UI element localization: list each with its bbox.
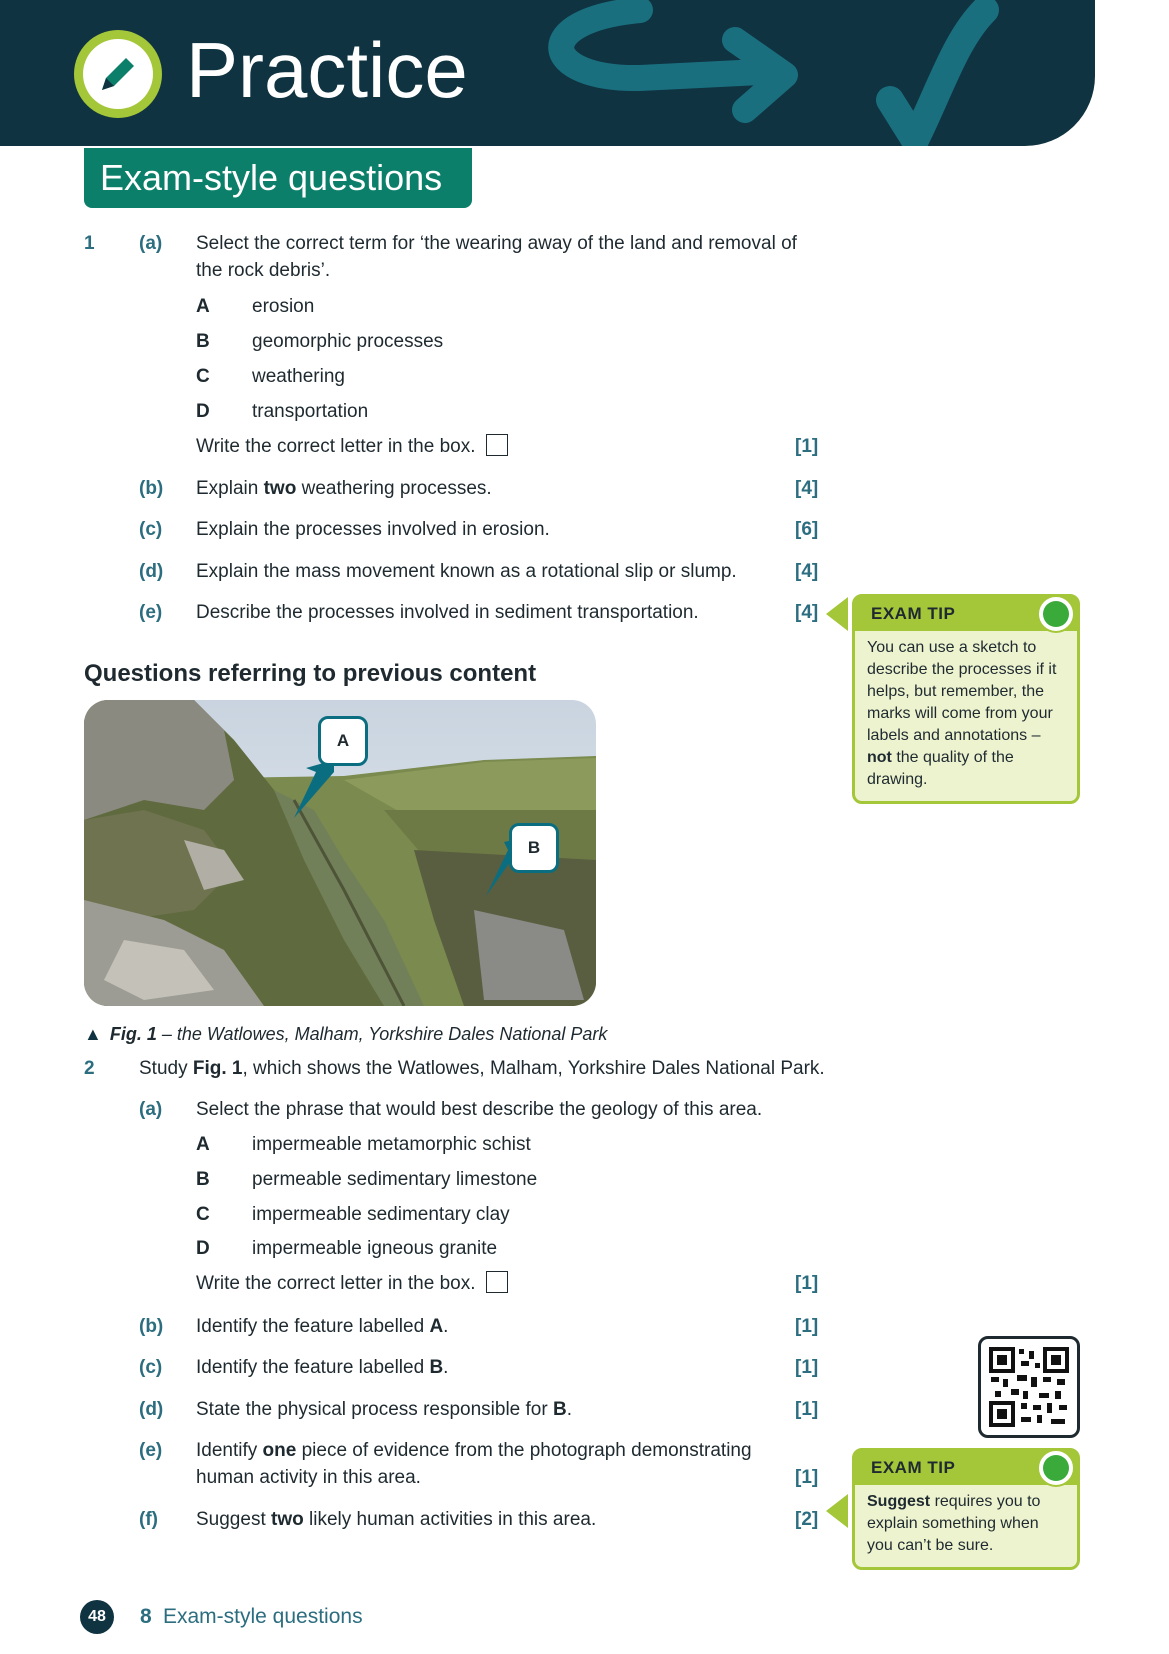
option-text: impermeable igneous granite	[252, 1238, 498, 1259]
marks: [1]	[795, 1273, 819, 1294]
option-letter: D	[196, 401, 210, 422]
question-text: Identify the feature labelled B.	[196, 1357, 449, 1378]
target-icon	[1037, 1449, 1075, 1487]
tip-arrow	[826, 1494, 848, 1528]
tip-text: You can use a sketch to describe the processes if it helps, but remember, the marks will come from your labels and annotations – not the quality of the drawing.	[867, 639, 1057, 788]
tip-arrow	[826, 597, 848, 631]
marks: [2]	[795, 1509, 819, 1530]
question-number: 2	[84, 1058, 95, 1079]
option-letter: B	[196, 331, 210, 352]
marks: [1]	[795, 1357, 819, 1378]
option-text: weathering	[252, 366, 345, 387]
pencil-icon	[74, 30, 162, 118]
part-label: (b)	[139, 1316, 164, 1337]
option-letter: D	[196, 1238, 210, 1259]
section-subheading: Questions referring to previous content	[84, 660, 537, 687]
question-text: Describe the processes involved in sediment transportation.	[196, 602, 699, 623]
exam-tip	[852, 1448, 1080, 1570]
marks: [1]	[795, 1316, 819, 1337]
answer-instruction	[196, 1270, 508, 1297]
marks: [1]	[795, 436, 819, 457]
marks: [6]	[795, 519, 819, 540]
part-label: (f)	[139, 1509, 158, 1530]
option-text: geomorphic processes	[252, 331, 444, 352]
qr-code[interactable]	[978, 1336, 1080, 1438]
question-text: Explain the mass movement known as a rotational slip or slump.	[196, 561, 737, 582]
option-letter: C	[196, 1204, 210, 1225]
question-text: Explain the processes involved in erosion.	[196, 519, 550, 540]
marks: [1]	[795, 1399, 819, 1420]
option-text: erosion	[252, 296, 315, 317]
chapter-number: 8	[140, 1605, 152, 1628]
marks: [4]	[795, 561, 819, 582]
option-text: permeable sedimentary limestone	[252, 1169, 538, 1190]
part-label: (a)	[139, 233, 163, 254]
marks: [1]	[795, 1467, 819, 1488]
tip-heading: EXAM TIP	[855, 1451, 1077, 1485]
option-letter: A	[196, 296, 210, 317]
answer-box[interactable]	[486, 1271, 508, 1293]
section-title: Exam-style questions	[84, 148, 472, 208]
part-label: (d)	[139, 561, 164, 582]
question-text: Identify one piece of evidence from the photograph demonstrating human activity in this area.	[196, 1440, 752, 1488]
instruction-text: Write the correct letter in the box.	[196, 1273, 476, 1294]
option-letter: B	[196, 1169, 210, 1190]
question-text: Suggest two likely human activities in this area.	[196, 1509, 597, 1530]
part-label: (c)	[139, 1357, 163, 1378]
marks: [4]	[795, 478, 819, 499]
tip-text: Suggest requires you to explain something when you can’t be sure.	[867, 1493, 1041, 1554]
part-label: (c)	[139, 519, 163, 540]
part-label: (b)	[139, 478, 164, 499]
page-title: Practice	[186, 26, 468, 114]
header-banner	[0, 0, 1095, 146]
callout-b: B	[509, 823, 559, 873]
part-label: (a)	[139, 1099, 163, 1120]
question-number: 1	[84, 233, 95, 254]
figure-caption: ▲ Fig. 1 – the Watlowes, Malham, Yorkshire Dales National Park	[84, 1024, 608, 1044]
option-letter: C	[196, 366, 210, 387]
triangle-icon: ▲	[84, 1024, 102, 1044]
option-text: impermeable metamorphic schist	[252, 1134, 531, 1155]
target-icon	[1037, 595, 1075, 633]
question-intro: Study Fig. 1, which shows the Watlowes, Malham, Yorkshire Dales National Park.	[139, 1058, 825, 1079]
question-text: Select the correct term for ‘the wearing away of the land and removal of the rock debris’.	[196, 233, 797, 281]
option-text: impermeable sedimentary clay	[252, 1204, 510, 1225]
answer-instruction	[196, 433, 508, 460]
question-text: Select the phrase that would best describe the geology of this area.	[196, 1099, 763, 1120]
part-label: (e)	[139, 1440, 163, 1461]
arrow-decoration	[0, 0, 1095, 146]
question-text: Explain two weathering processes.	[196, 478, 492, 499]
option-letter: A	[196, 1134, 210, 1155]
part-label: (d)	[139, 1399, 164, 1420]
part-label: (e)	[139, 602, 163, 623]
option-text: transportation	[252, 401, 369, 422]
chapter-label: Exam-style questions	[163, 1605, 363, 1628]
callout-a: A	[318, 716, 368, 766]
exam-tip	[852, 594, 1080, 804]
answer-box[interactable]	[486, 434, 508, 456]
instruction-text: Write the correct letter in the box.	[196, 436, 476, 457]
page-number: 48	[80, 1600, 114, 1634]
question-text: State the physical process responsible for B.	[196, 1399, 572, 1420]
tip-heading: EXAM TIP	[855, 597, 1077, 631]
marks: [4]	[795, 602, 819, 623]
question-text: Identify the feature labelled A.	[196, 1316, 449, 1337]
